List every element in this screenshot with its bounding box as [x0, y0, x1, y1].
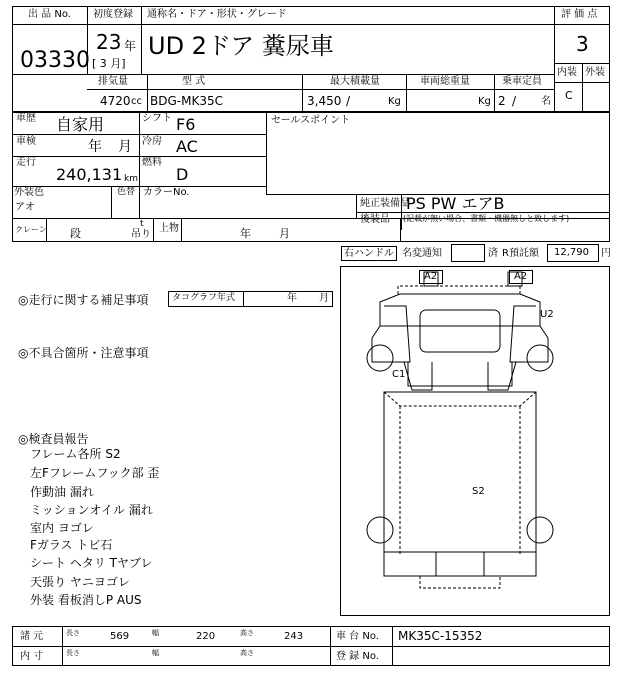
inspection-label: 車検 [16, 136, 36, 147]
inner-dimensions-label: 内 寸 [20, 651, 44, 662]
equipment-value: PS PW エアB [406, 194, 505, 213]
exterior-color: アオ [15, 202, 35, 213]
inspector-line: 作動油 漏れ [30, 485, 94, 499]
first-registration-year: 23 [96, 30, 122, 54]
inspector-line: Fガラス トビ石 [30, 538, 113, 552]
equipment-label: 純正装備品 [360, 198, 410, 209]
gross-weight-label: 車両総重量 [420, 76, 470, 87]
truck-damage-diagram [340, 266, 610, 616]
year-unit: 年 [124, 39, 137, 53]
chassis-number: MK35C-15352 [398, 629, 483, 643]
damage-mark-u2: U2 [540, 309, 554, 320]
displacement-unit: cc [131, 96, 142, 107]
damage-mark-a2-right-label: A2 [514, 271, 528, 282]
damage-mark-c1: C1 [392, 369, 406, 380]
damage-mark-a2-left-label: A2 [424, 271, 438, 282]
inspection-year-unit: 年 [88, 139, 102, 155]
recycle-unit: 円 [601, 248, 611, 259]
exterior-color-label: 外装色 [14, 187, 44, 198]
overall-grade: 3 [576, 32, 589, 56]
first-registration-label: 初度登録 [93, 9, 133, 20]
fuel-value: D [176, 165, 189, 184]
color-number-label: カラーNo. [143, 187, 190, 198]
model-type-label: 型 式 [182, 76, 206, 87]
upper-body-label: 上物 [159, 223, 179, 234]
max-load-unit: Kg [388, 96, 401, 107]
first-registration-month: [ 3 月] [92, 57, 126, 70]
inspector-line: 外装 看板消しP AUS [30, 593, 142, 607]
inspector-line: 左Fフレームフック部 歪 [30, 466, 160, 480]
sales-point-label: セールスポイント [271, 115, 351, 126]
damage-mark-s2: S2 [472, 486, 485, 497]
displacement-value: 4720 [100, 94, 131, 108]
grade-label: 評 価 点 [561, 9, 598, 20]
tachograph-month-unit: 月 [319, 293, 329, 304]
driving-notes-label: ◎走行に関する補足事項 [18, 293, 149, 307]
height-label: 高さ [240, 629, 254, 637]
exterior-grade-label: 外装 [585, 67, 605, 78]
crane-stage-unit: 段 [70, 227, 81, 240]
registration-label: 登 録 No. [336, 651, 379, 662]
crane-label: クレーン [15, 225, 47, 234]
lot-number-label: 出 品 No. [28, 9, 71, 20]
displacement-label: 排気量 [98, 76, 128, 87]
usage-label: 車歴 [16, 113, 36, 124]
inspection-month-unit: 月 [118, 139, 132, 155]
mileage-value: 240,131 [56, 165, 123, 184]
recycle-label: R預託額 [502, 248, 539, 259]
height-value: 243 [284, 631, 304, 642]
inspector-line: 天張り ヤニヨゴレ [30, 575, 130, 589]
dimensions-label: 諸 元 [20, 631, 44, 642]
tachograph-year-unit: 年 [287, 293, 297, 304]
usage-value: 自家用 [56, 115, 105, 134]
fuel-label: 燃料 [142, 157, 162, 168]
width-value: 220 [196, 631, 216, 642]
length-value: 569 [110, 631, 130, 642]
model-name: UD 2ドア 糞尿車 [148, 32, 334, 60]
aftermarket-note: (記載が無い場合、書類・機器無しと致します) [403, 214, 570, 223]
defects-label: ◎不具合箇所・注意事項 [18, 346, 149, 360]
color-change-label: 色替 [117, 187, 136, 197]
steering-label: 右ハンドル [344, 248, 394, 259]
aftermarket-label: 後装品 [360, 214, 390, 225]
inspector-line: フレーム各所 S2 [30, 447, 121, 461]
name-change-box [451, 244, 485, 262]
inner-length-label: 長さ [66, 649, 80, 657]
shift-label: シフト [142, 113, 172, 124]
interior-grade-label: 内装 [557, 67, 577, 78]
max-load-value: 3,450 [307, 94, 342, 108]
capacity-unit: 名 [541, 96, 551, 107]
model-name-label: 通称名・ドア・形状・グレード [147, 9, 287, 20]
width-label: 幅 [152, 629, 159, 637]
shift-value: F6 [176, 115, 196, 134]
recycle-amount: 12,790 [554, 247, 589, 258]
max-load-label: 最大積載量 [330, 76, 380, 87]
crane-ton-unit: t [140, 219, 144, 229]
capacity-label: 乗車定員 [502, 76, 542, 87]
crane-hoist-unit: 吊り [131, 229, 151, 240]
name-change-label: 名変通知 [402, 248, 442, 259]
max-load-slash: / [346, 94, 351, 108]
ac-label: 冷房 [142, 136, 162, 147]
tachograph-label: タコグラフ年式 [172, 293, 236, 303]
chassis-label: 車 台 No. [336, 631, 379, 642]
length-label: 長さ [66, 629, 80, 637]
upper-year-unit: 年 [240, 227, 251, 240]
ac-value: AC [176, 137, 198, 156]
upper-month-unit: 月 [279, 227, 290, 240]
recycle-flag: 済 [488, 248, 498, 259]
capacity-value: 2 [498, 94, 506, 108]
inspector-line: シート ヘタリ Tヤブレ [30, 556, 153, 570]
model-type: BDG-MK35C [150, 94, 223, 108]
inspector-line: ミッションオイル 漏れ [30, 503, 153, 517]
lot-number: 03330 [20, 48, 90, 73]
inner-width-label: 幅 [152, 649, 159, 657]
interior-grade: C [565, 89, 573, 102]
mileage-unit: km [124, 174, 138, 184]
mileage-label: 走行 [16, 157, 36, 168]
capacity-slash: / [512, 94, 517, 108]
inspector-line: 室内 ヨゴレ [30, 521, 94, 535]
inner-height-label: 高さ [240, 649, 254, 657]
gross-weight-unit: Kg [478, 96, 491, 107]
inspector-report-label: ◎検査員報告 [18, 432, 89, 446]
